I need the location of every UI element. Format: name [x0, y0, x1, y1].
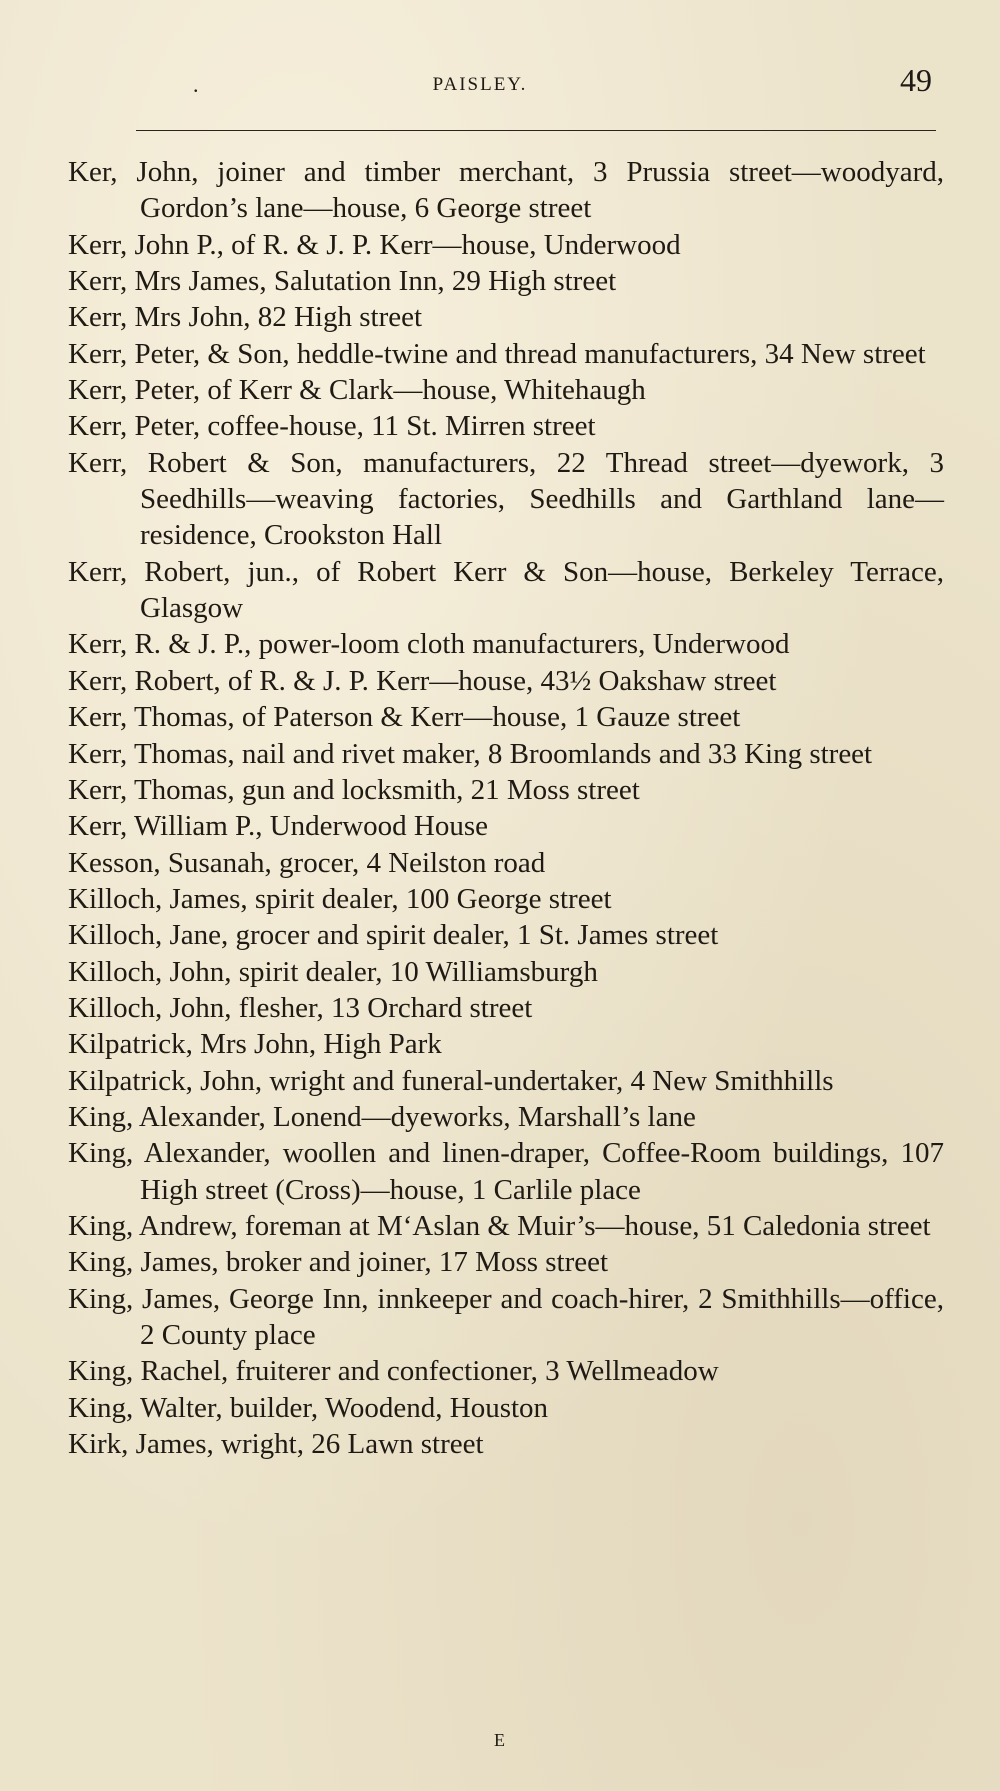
header-dot: .: [193, 72, 199, 97]
directory-entry: King, James, broker and joiner, 17 Moss street: [68, 1246, 609, 1279]
directory-entry: King, Walter, builder, Woodend, Houston: [68, 1391, 549, 1424]
directory-entry: Kerr, Peter, coffee-house, 11 St. Mirren street: [68, 410, 596, 443]
directory-entry: Kerr, Mrs John, 82 High street: [68, 301, 423, 334]
directory-entry: Kilpatrick, Mrs John, High Park: [68, 1028, 442, 1061]
directory-entry: Killoch, James, spirit dealer, 100 George street: [68, 882, 612, 915]
directory-entry: King, Alexander, Lonend—dyeworks, Marshall’s lane: [68, 1100, 696, 1133]
directory-entry: Kilpatrick, John, wright and funeral-undertaker, 4 New Smithhills: [68, 1064, 834, 1097]
directory-entry: King, Rachel, fruiterer and confectioner, 3 Wellmeadow: [68, 1355, 719, 1388]
directory-entry: Kerr, Robert, jun., of Robert Kerr & Son—house, Berkeley Terrace, Glasgow: [68, 555, 944, 625]
header-rule: [136, 130, 936, 131]
directory-entry: Kerr, Mrs James, Salutation Inn, 29 High street: [68, 265, 617, 298]
directory-entry: King, Alexander, woollen and linen-draper, Coffee-Room buildings, 107 High street (Cross)—house, 1 Carlile place: [68, 1137, 944, 1206]
directory-entry: Kerr, Robert, of R. & J. P. Kerr—house, 43½ Oakshaw street: [68, 664, 777, 697]
directory-entry: Killoch, John, spirit dealer, 10 Williamsburgh: [68, 955, 598, 988]
directory-entry: Kerr, Thomas, gun and locksmith, 21 Moss street: [68, 773, 640, 806]
directory-entry: King, James, George Inn, innkeeper and coach-hirer, 2 Smithhills—office, 2 County place: [68, 1282, 944, 1351]
directory-entry: Kerr, Robert & Son, manufacturers, 22 Thread street—dyework, 3 Seedhills—weaving factories, Seedhills and Garthland lane—residence, Crookston Hall: [68, 446, 944, 552]
running-head-title: PAISLEY.: [432, 74, 528, 95]
directory-entry: Kerr, Peter, & Son, heddle-twine and thread manufacturers, 34 New street: [68, 337, 926, 370]
directory-entry: Kesson, Susanah, grocer, 4 Neilston road: [68, 846, 546, 879]
directory-entry: Killoch, Jane, grocer and spirit dealer, 1 St. James street: [68, 919, 719, 952]
directory-entry: Kerr, Thomas, of Paterson & Kerr—house, 1 Gauze street: [68, 701, 741, 734]
directory-entry: Kerr, Thomas, nail and rivet maker, 8 Broomlands and 33 King street: [68, 737, 873, 770]
directory-entry: Kirk, James, wright, 26 Lawn street: [68, 1428, 484, 1461]
directory-entry: Ker, John, joiner and timber merchant, 3 Prussia street—woodyard, Gordon’s lane—house, 6 George street: [68, 156, 944, 225]
directory-entry: King, Andrew, foreman at M‘Aslan & Muir’s—house, 51 Caledonia street: [68, 1209, 931, 1242]
directory-entries: [68, 154, 944, 1462]
directory-entry: Kerr, Peter, of Kerr & Clark—house, Whitehaugh: [68, 374, 646, 407]
signature-mark: E: [494, 1730, 506, 1750]
directory-entry: Kerr, William P., Underwood House: [68, 810, 488, 843]
directory-entry: Kerr, John P., of R. & J. P. Kerr—house, Underwood: [68, 228, 681, 261]
directory-entry: Killoch, John, flesher, 13 Orchard street: [68, 991, 533, 1024]
running-head: [0, 62, 1000, 102]
directory-entry: Kerr, R. & J. P., power-loom cloth manufacturers, Underwood: [68, 628, 790, 661]
page-number: 49: [900, 62, 932, 98]
